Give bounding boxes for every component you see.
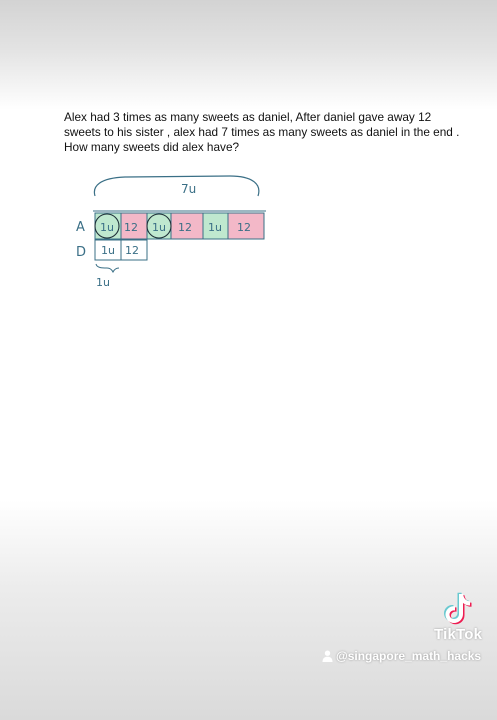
row-d-label: D [76, 245, 87, 260]
brace-label: 7u [181, 182, 197, 196]
tiktok-note-icon [440, 588, 474, 628]
a-label-1u-1: 1u [100, 221, 114, 234]
d-label-1u: 1u [101, 244, 115, 257]
question-text: Alex had 3 times as many sweets as daniel, After daniel gave away 12 sweets to his sister , alex had 7 times as many sweets as daniel in the end . How many sweets did alex have? [64, 110, 460, 154]
user-icon [322, 650, 333, 662]
a-label-1u-2: 1u [152, 221, 166, 234]
creator-handle: @singapore_math_hacks [336, 649, 482, 663]
under-brace-label: 1u [96, 276, 110, 289]
d-label-12: 12 [125, 244, 139, 257]
tiktok-brand: TikTok [434, 626, 483, 643]
a-label-1u-3: 1u [208, 221, 222, 234]
a-label-12-3: 12 [237, 221, 251, 234]
a-label-12-2: 12 [178, 221, 192, 234]
creator-handle-row [322, 648, 481, 664]
row-a-label: A [76, 220, 85, 235]
a-label-12-1: 12 [124, 221, 138, 234]
brace-7u [94, 176, 258, 196]
under-brace [96, 264, 119, 272]
